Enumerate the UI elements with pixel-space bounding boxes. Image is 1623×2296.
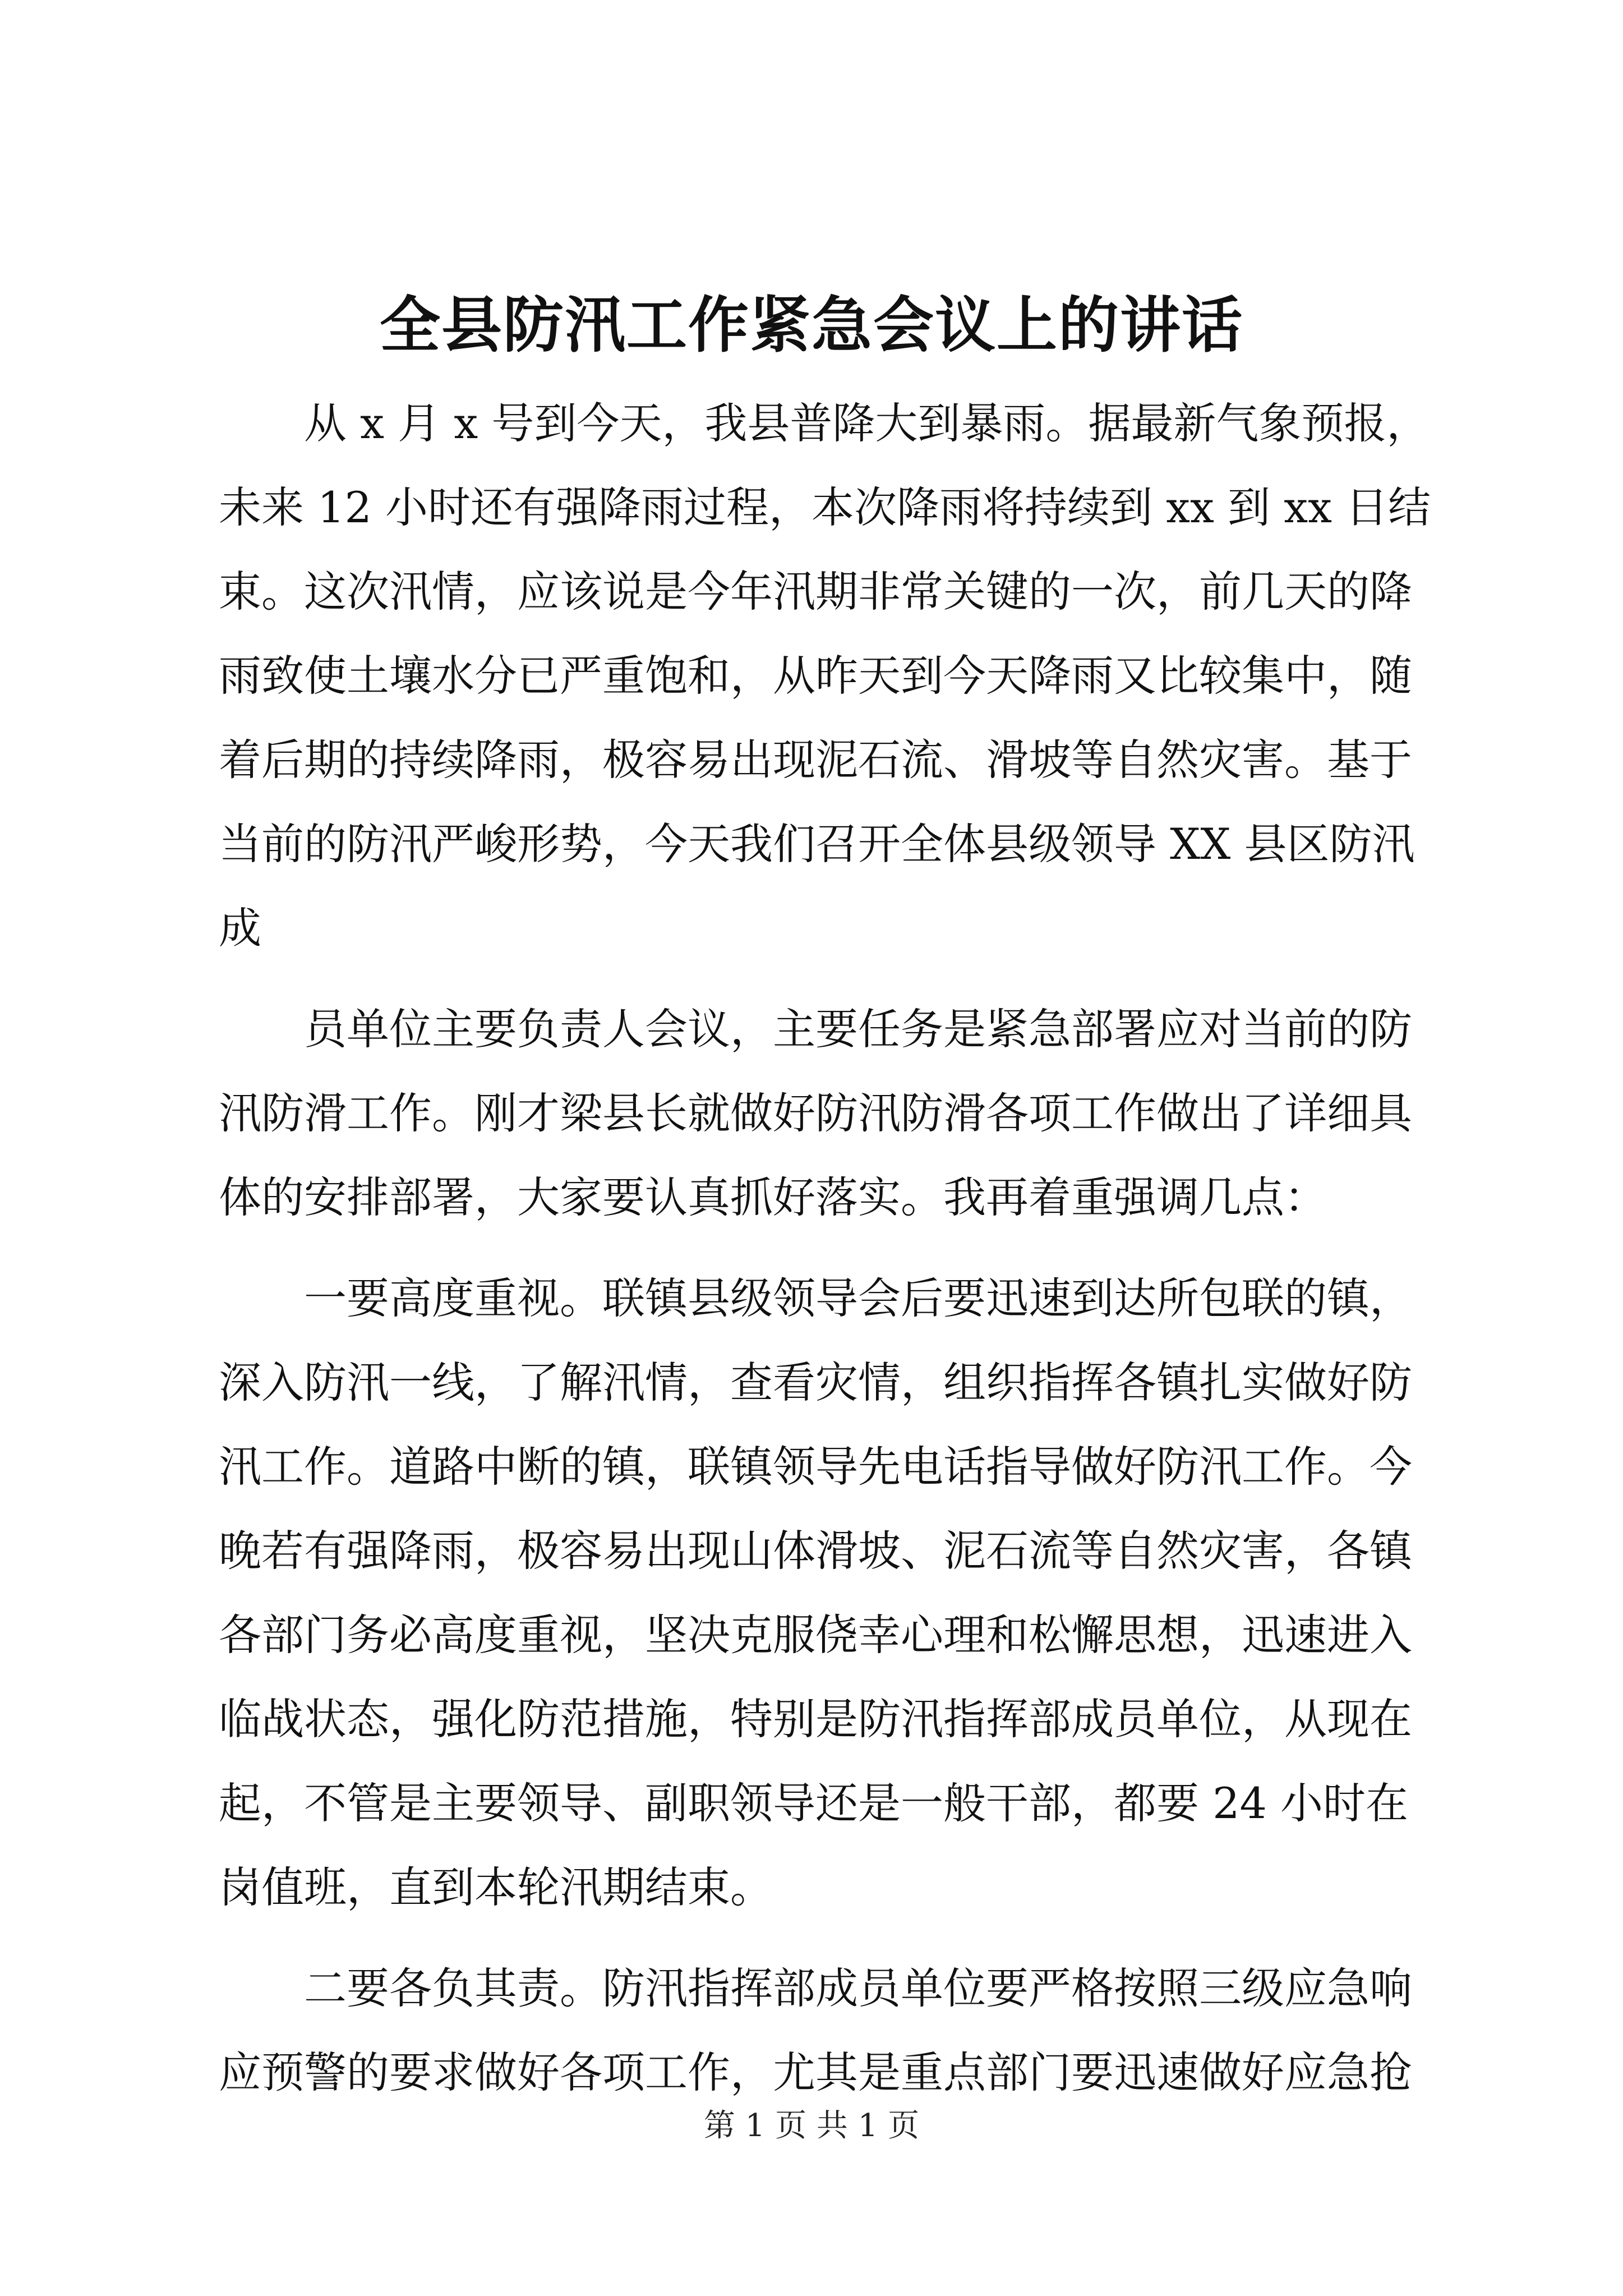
text-line: 员单位主要负责人会议，主要任务是紧急部署应对当前的防 xyxy=(304,1004,1412,1054)
text-line: 汛防滑工作。刚才梁县长就做好防汛防滑各项工作做出了详细具 xyxy=(219,1088,1412,1138)
text-line: 晚若有强降雨，极容易出现山体滑坡、泥石流等自然灾害，各镇 xyxy=(219,1526,1412,1576)
text-line: 当前的防汛严峻形势，今天我们召开全体县级领导 XX 县区防汛 xyxy=(219,819,1415,869)
text-line: 未来 12 小时还有强降雨过程，本次降雨将持续到 xx 到 xx 日结 xyxy=(219,482,1431,532)
text-line: 各部门务必高度重视，坚决克服侥幸心理和松懈思想，迅速进入 xyxy=(219,1610,1412,1660)
text-line: 着后期的持续降雨，极容易出现泥石流、滑坡等自然灾害。基于 xyxy=(219,735,1412,785)
text-line: 成 xyxy=(219,903,261,953)
page-footer: 第 1 页 共 1 页 xyxy=(703,2108,920,2144)
text-line: 二要各负其责。防汛指挥部成员单位要严格按照三级应急响 xyxy=(304,1963,1412,2013)
paragraph-1 xyxy=(219,381,1430,970)
paragraph-4 xyxy=(219,1947,1430,2115)
text-line: 应预警的要求做好各项工作，尤其是重点部门要迅速做好应急抢 xyxy=(219,2047,1412,2097)
text-line: 体的安排部署，大家要认真抓好落实。我再着重强调几点： xyxy=(219,1172,1327,1222)
text-line: 起，不管是主要领导、副职领导还是一般干部，都要 24 小时在 xyxy=(219,1778,1409,1828)
text-line: 岗值班，直到本轮汛期结束。 xyxy=(219,1862,773,1912)
text-line: 束。这次汛情，应该说是今年汛期非常关键的一次，前几天的降 xyxy=(219,567,1412,616)
text-line: 雨致使土壤水分已严重饱和，从昨天到今天降雨又比较集中，随 xyxy=(219,651,1412,701)
paragraph-2 xyxy=(219,987,1430,1240)
document-body xyxy=(219,381,1430,2132)
text-line: 临战状态，强化防范措施，特别是防汛指挥部成员单位，从现在 xyxy=(219,1694,1412,1744)
text-line: 汛工作。道路中断的镇，联镇领导先电话指导做好防汛工作。今 xyxy=(219,1442,1412,1492)
text-line: 深入防汛一线，了解汛情，查看灾情，组织指挥各镇扎实做好防 xyxy=(219,1358,1412,1407)
document-title: 全县防汛工作紧急会议上的讲话 xyxy=(379,290,1243,361)
text-line: 一要高度重视。联镇县级领导会后要迅速到达所包联的镇， xyxy=(304,1273,1412,1323)
text-line: 从 x 月 x 号到今天，我县普降大到暴雨。据最新气象预报， xyxy=(304,398,1430,448)
paragraph-3 xyxy=(219,1257,1430,1930)
